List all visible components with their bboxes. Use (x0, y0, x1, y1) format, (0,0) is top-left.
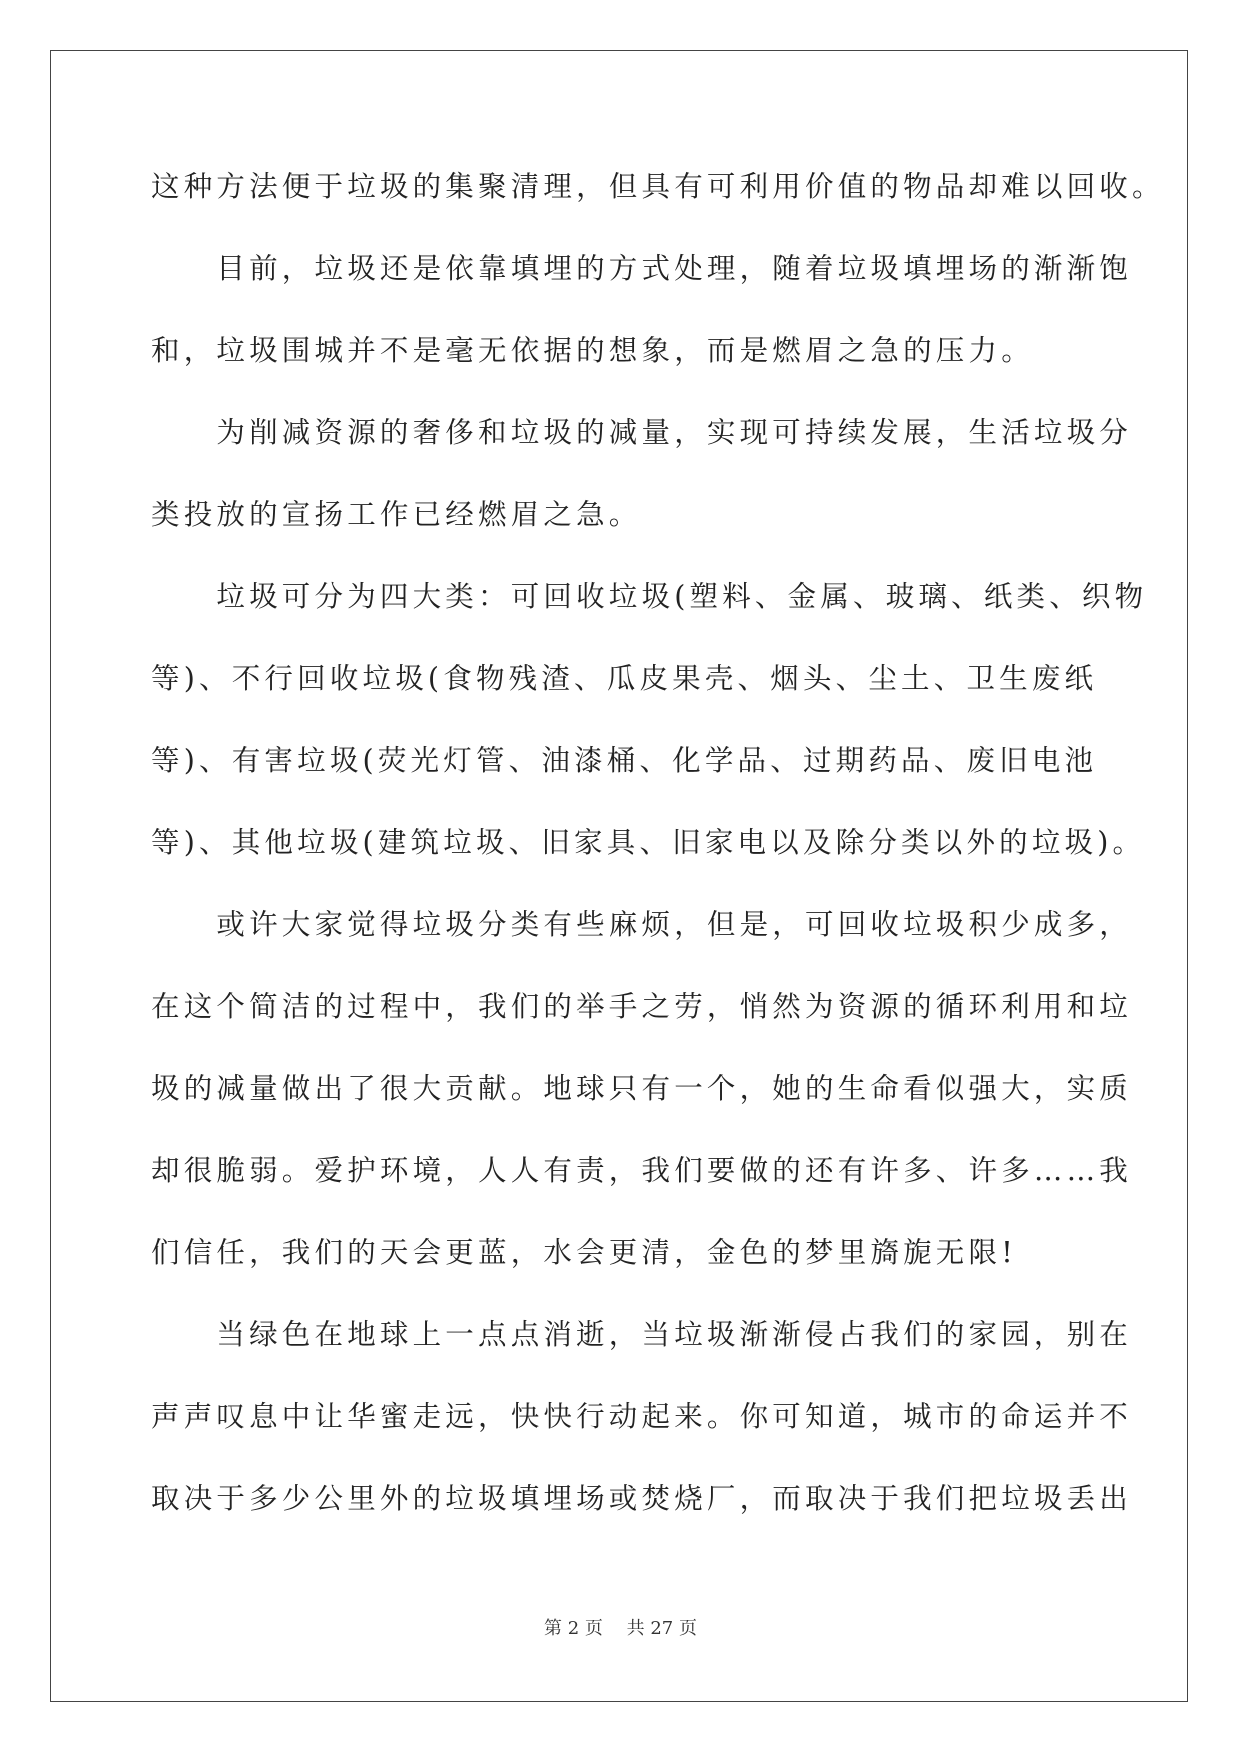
text-line: 和，垃圾围城并不是毫无依据的想象，而是燃眉之急的压力。 (151, 334, 1034, 367)
text-line: 垃圾可分为四大类：可回收垃圾(塑料、金属、玻璃、纸类、织物 (151, 580, 1148, 613)
text-line: 等)、有害垃圾(荧光灯管、油漆桶、化学品、过期药品、废旧电池 (151, 744, 1098, 777)
text-line: 为削减资源的奢侈和垃圾的减量，实现可持续发展，生活垃圾分 (151, 416, 1133, 449)
text-line: 目前，垃圾还是依靠填埋的方式处理，随着垃圾填埋场的渐渐饱 (151, 252, 1133, 285)
text-line: 却很脆弱。爱护环境，人人有责，我们要做的还有许多、许多……我 (151, 1154, 1133, 1187)
page-number-footer: 第 2 页 共 27 页 (544, 1618, 697, 1639)
text-line: 圾的减量做出了很大贡献。地球只有一个，她的生命看似强大，实质 (151, 1072, 1133, 1105)
text-line: 取决于多少公里外的垃圾填埋场或焚烧厂，而取决于我们把垃圾丢出 (151, 1482, 1133, 1515)
text-line: 声声叹息中让华蜜走远，快快行动起来。你可知道，城市的命运并不 (151, 1400, 1133, 1433)
text-line: 在这个简洁的过程中，我们的举手之劳，悄然为资源的循环利用和垃 (151, 990, 1133, 1023)
text-line: 等)、其他垃圾(建筑垃圾、旧家具、旧家电以及除分类以外的垃圾)。 (151, 826, 1146, 859)
text-line: 们信任，我们的天会更蓝，水会更清，金色的梦里旖旎无限! (151, 1236, 1017, 1269)
document-body (151, 157, 1165, 1551)
text-line: 类投放的宣扬工作已经燃眉之急。 (151, 498, 642, 531)
text-line: 或许大家觉得垃圾分类有些麻烦，但是，可回收垃圾积少成多， (151, 908, 1133, 941)
text-line: 等)、不行回收垃圾(食物残渣、瓜皮果壳、烟头、尘土、卫生废纸 (151, 662, 1098, 695)
text-line: 当绿色在地球上一点点消逝，当垃圾渐渐侵占我们的家园，别在 (151, 1318, 1133, 1351)
text-line: 这种方法便于垃圾的集聚清理，但具有可利用价值的物品却难以回收。 (151, 170, 1165, 203)
